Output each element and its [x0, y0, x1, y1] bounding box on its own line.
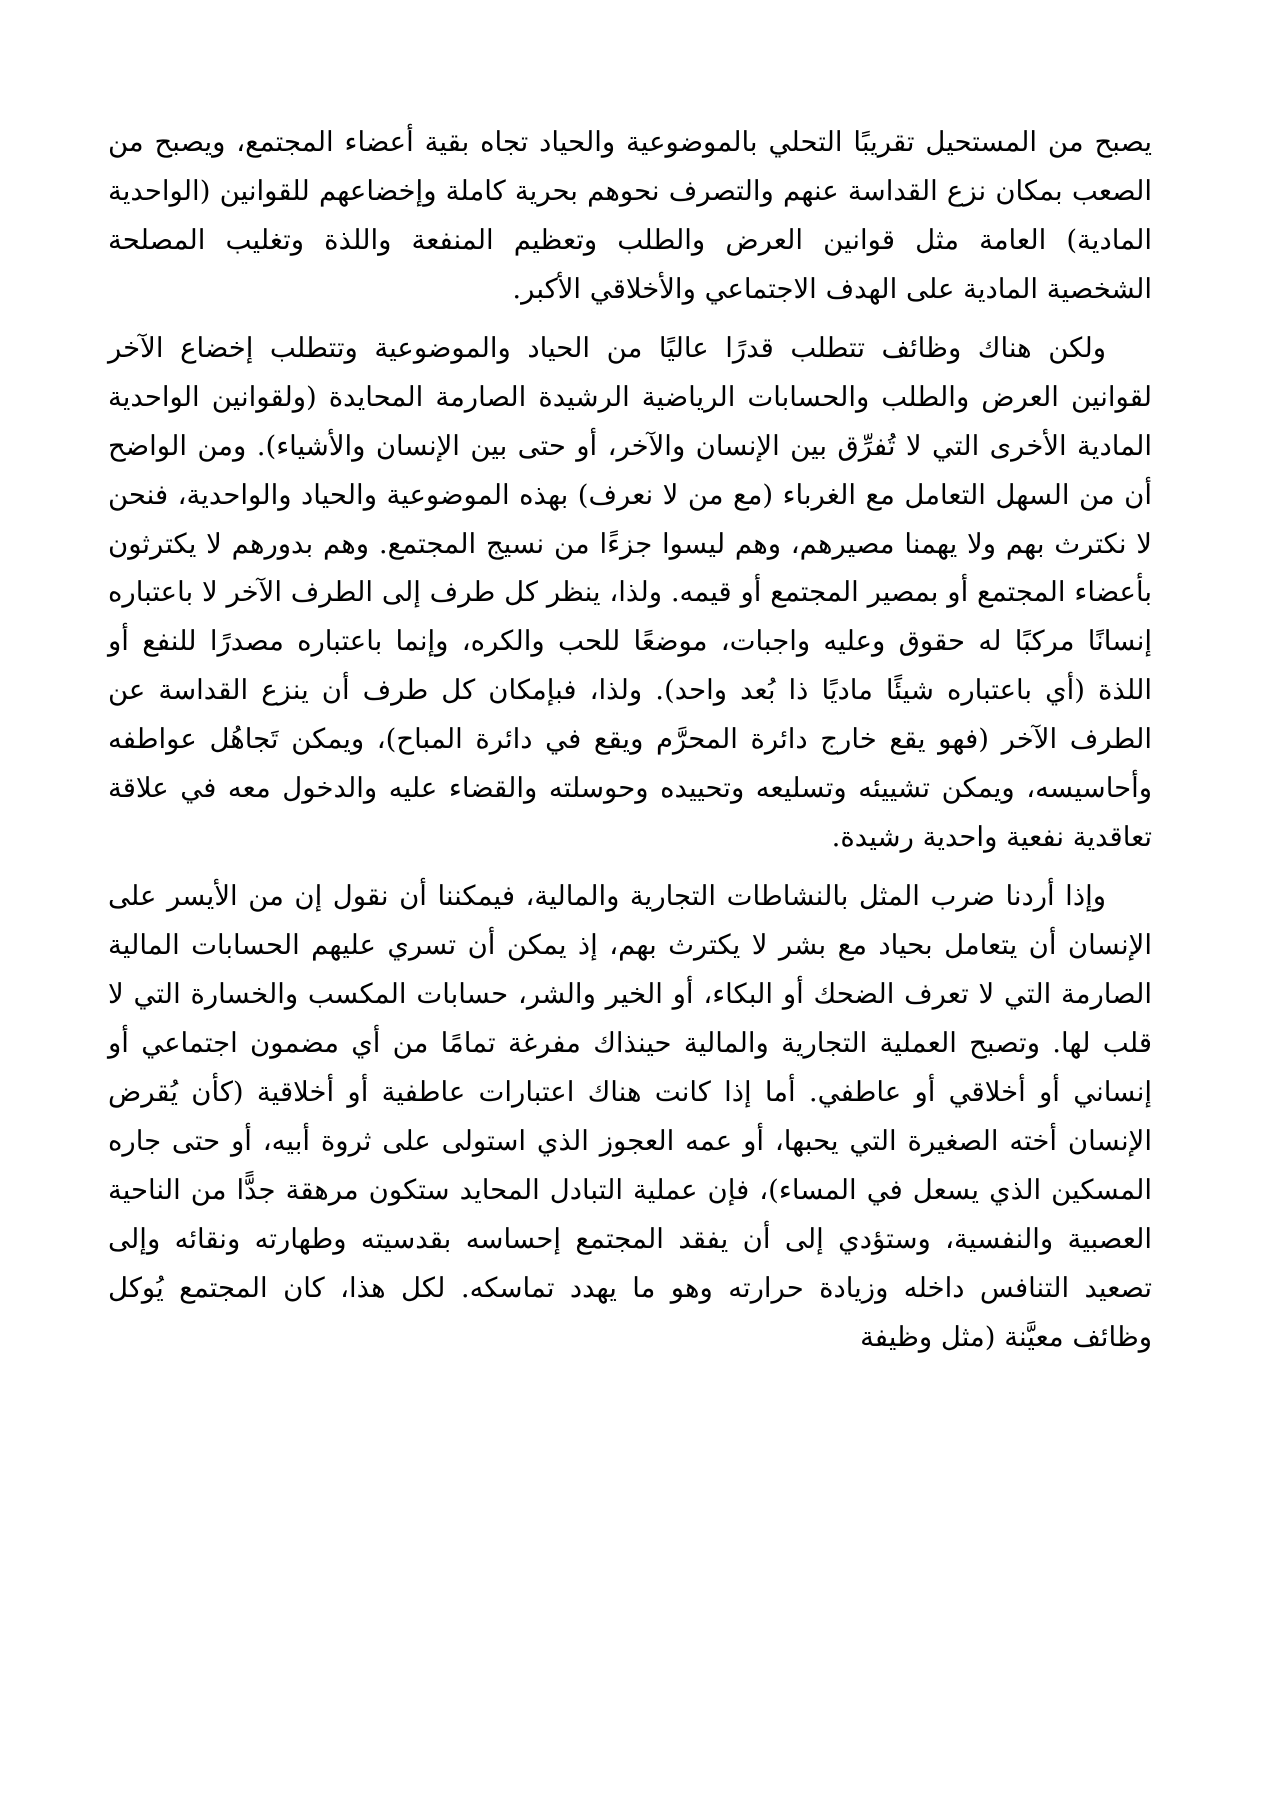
paragraph-1: يصبح من المستحيل تقريبًا التحلي بالموضوعية والحياد تجاه بقية أعضاء المجتمع، ويصبح من الصعب بمكان نزع القداسة عنهم والتصرف نحوهم بحرية كاملة وإخضاعهم للقوانين (الواحدية المادية) العامة مثل قوانين العرض والطلب وتعظيم المنفعة واللذة وتغليب المصلحة الشخصية المادية على الهدف الاجتماعي والأخلاقي الأكبر.: [108, 126, 1152, 305]
paragraph-3: وإذا أردنا ضرب المثل بالنشاطات التجارية والمالية، فيمكننا أن نقول إن من الأيسر على الإنسان أن يتعامل بحياد مع بشر لا يكترث بهم، إذ يمكن أن تسري عليهم الحسابات المالية الصارمة التي لا تعرف الضحك أو البكاء، أو الخير والشر، حسابات المكسب والخسارة التي لا قلب لها. وتصبح العملية التجارية والمالية حينذاك مفرغة تمامًا من أي مضمون اجتماعي أو إنساني أو أخلاقي أو عاطفي. أما إذا كانت هناك اعتبارات عاطفية أو أخلاقية (كأن يُقرض الإنسان أخته الصغيرة التي يحبها، أو عمه العجوز الذي استولى على ثروة أبيه، أو حتى جاره المسكين الذي يسعل في المساء)، فإن عملية التبادل المحايد ستكون مرهقة جدًّا من الناحية العصبية والنفسية، وستؤدي إلى أن يفقد المجتمع إحساسه بقدسيته وطهارته ونقائه وإلى تصعيد التنافس داخله وزيادة حرارته وهو ما يهدد تماسكه. لكل هذا، كان المجتمع يُوكل وظائف معيَّنة (مثل وظيفة: [108, 880, 1152, 1353]
page-body: [108, 118, 1152, 1361]
paragraph-2: ولكن هناك وظائف تتطلب قدرًا عاليًا من الحياد والموضوعية وتتطلب إخضاع الآخر لقوانين العرض والطلب والحسابات الرياضية الرشيدة الصارمة المحايدة (ولقوانين الواحدية المادية الأخرى التي لا تُفرِّق بين الإنسان والآخر، أو حتى بين الإنسان والأشياء). ومن الواضح أن من السهل التعامل مع الغرباء (مع من لا نعرف) بهذه الموضوعية والحياد والواحدية، فنحن لا نكترث بهم ولا يهمنا مصيرهم، وهم ليسوا جزءًا من نسيج المجتمع. وهم بدورهم لا يكترثون بأعضاء المجتمع أو بمصير المجتمع أو قيمه. ولذا، ينظر كل طرف إلى الطرف الآخر لا باعتباره إنسانًا مركبًا له حقوق وعليه واجبات، موضعًا للحب والكره، وإنما باعتباره مصدرًا للنفع أو اللذة (أي باعتباره شيئًا ماديًا ذا بُعد واحد). ولذا، فبإمكان كل طرف أن ينزع القداسة عن الطرف الآخر (فهو يقع خارج دائرة المحرَّم ويقع في دائرة المباح)، ويمكن تَجاهُل عواطفه وأحاسيسه، ويمكن تشييئه وتسليعه وتحييده وحوسلته والقضاء عليه والدخول معه في علاقة تعاقدية نفعية واحدية رشيدة.: [108, 331, 1152, 854]
